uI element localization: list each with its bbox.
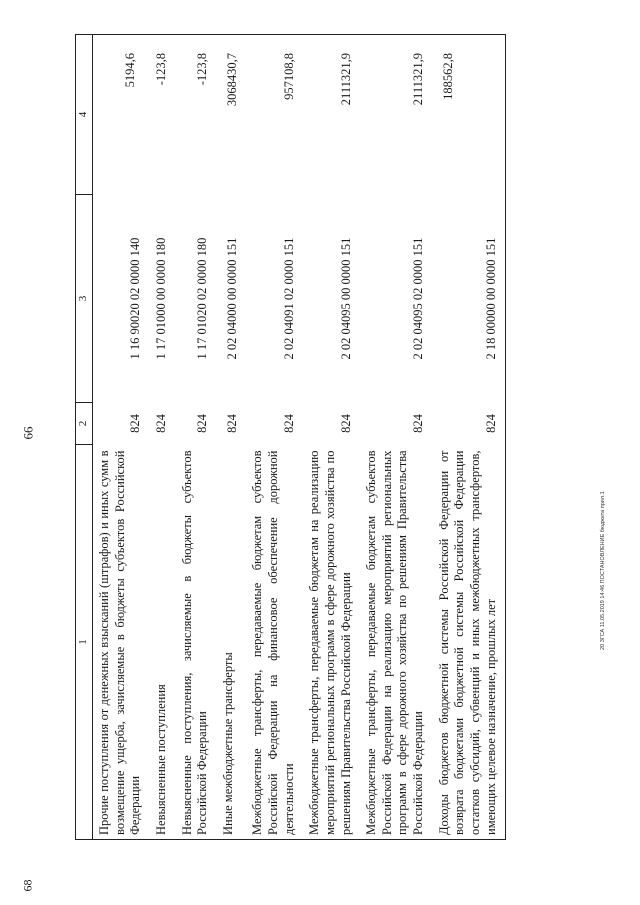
row-amount: 2111321,9	[303, 35, 360, 195]
row-amount: -123,8	[176, 35, 217, 195]
document-reference: 20 ЗГСА 11.05.2019 14:46 ПОСТАНОВЛЕНИЕ бюджета прил.1	[600, 491, 606, 650]
table-row	[303, 35, 360, 840]
column-header-1: 1	[76, 445, 93, 840]
table-row	[433, 35, 506, 840]
row-description: Доходы бюджетов бюджетной системы Российской Федерации от возврата бюджетами бюджетной системы Российской Федерации остатков субсидий, субвенций и иных межбюджетных трансфертов, имеющих целевое назначение, прошлых лет	[433, 445, 506, 840]
table-row	[217, 35, 247, 840]
row-admin-code: 824	[153, 414, 168, 433]
row-admin-code: 824	[195, 414, 210, 433]
row-amount: 3068430,7	[217, 35, 247, 195]
row-admin-code: 824	[281, 414, 296, 433]
rotated-table-container	[75, 35, 610, 840]
table-header	[76, 35, 93, 840]
table-body	[93, 35, 506, 840]
row-amount: 957108,8	[246, 35, 303, 195]
row-kbk-code: 1 17 01000 00 0000 180	[153, 237, 168, 360]
row-kbk-code: 2 02 04095 00 0000 151	[338, 237, 353, 360]
row-amount: 5194,6	[93, 35, 150, 195]
row-kbk-code: 2 02 04095 02 0000 151	[411, 237, 425, 360]
row-kbk-code: 1 17 01020 02 0000 180	[195, 237, 210, 360]
row-admin-code: 824	[224, 414, 239, 433]
row-kbk-code: 2 18 00000 00 0000 151	[433, 195, 506, 403]
row-kbk-code: 2 02 04091 02 0000 151	[281, 237, 296, 360]
row-admin-code: 824	[411, 414, 425, 433]
row-description: Межбюджетные трансферты, передаваемые бюджетам на реализацию мероприятий региональных программ в сфере дорожного хозяйства по решениям Правительства Российской Федерации	[303, 445, 360, 840]
table-row	[150, 35, 176, 840]
row-description: Межбюджетные трансферты, передаваемые бюджетам субъектов Российской Федерации на финансовое обеспечение дорожной деятельности	[246, 445, 303, 840]
column-header-3: 3	[76, 195, 93, 403]
row-kbk-code: 1 16 90020 02 0000 140	[128, 237, 143, 360]
table-row	[93, 35, 150, 840]
row-description: Невыясненные поступления, зачисляемые в бюджеты субъектов Российской Федерации	[176, 445, 217, 840]
row-description: Невыясненные поступления	[150, 445, 176, 840]
row-admin-code: 824	[128, 414, 143, 433]
row-kbk-code: 2 02 04000 00 0000 151	[224, 237, 239, 360]
row-description: Прочие поступления от денежных взысканий (штрафов) и иных сумм в возмещение ущерба, зачисляемые в бюджеты субъектов Российской Федерации	[93, 445, 150, 840]
table-row	[360, 35, 433, 840]
row-description: Иные межбюджетные трансферты	[217, 445, 247, 840]
row-admin-code: 824	[433, 403, 506, 445]
table-row	[246, 35, 303, 840]
column-header-4: 4	[76, 35, 93, 195]
corner-number: 68	[20, 879, 35, 892]
row-amount: -123,8	[150, 35, 176, 195]
table-row	[176, 35, 217, 840]
page-number: 66	[20, 426, 36, 440]
budget-revenue-table	[75, 34, 506, 840]
row-amount: 188562,8	[433, 35, 506, 195]
column-header-2: 2	[76, 403, 93, 445]
row-amount: 2111321,9	[360, 35, 433, 195]
row-description: Межбюджетные трансферты, передаваемые бюджетам субъектов Российской Федерации на реализацию мероприятий региональных программ в сфере дорожного хозяйства по решениям Правительства Российской Федерации	[360, 445, 433, 840]
row-admin-code: 824	[338, 414, 353, 433]
